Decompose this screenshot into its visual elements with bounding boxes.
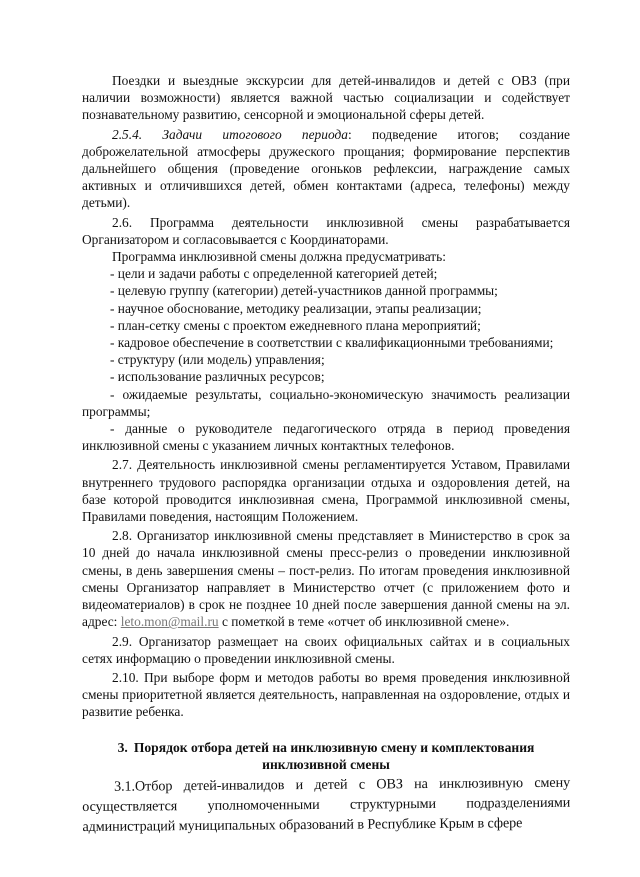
report-email-link[interactable]: leto.mon@mail.ru (120, 614, 219, 630)
paragraph-2-8-tail: с пометкой в теме «отчет об инклюзивной смене». (218, 614, 510, 630)
paragraph-2-5-4-italic-title: Задачи итогового периода (162, 126, 348, 142)
paragraph-2-10: 2.10. При выборе форм и методов работы во время проведения инклюзивной смены приоритетной является деятельность, направленная на оздоровление, отдых и развитие ребенка. (82, 669, 570, 720)
list-item: - структуру (или модель) управления; (110, 352, 325, 368)
program-intro: Программа инклюзивной смены должна предусматривать: (112, 249, 446, 265)
paragraph-2-9: 2.9. Организатор размещает на своих официальных сайтах и в социальных сетях информацию о проведении инклюзивной смены. (82, 633, 570, 666)
paragraph-2-7: 2.7. Деятельность инклюзивной смены регламентируется Уставом, Правилами внутреннего трудового распорядка организации отдыха и оздоровления детей, на базе которой проводится инклюзивная смена, Программой инклюзивной смены, Правилами поведения, настоящим Положением. (82, 457, 570, 525)
section-3-title: Порядок отбора детей на инклюзивную смену и комплектования инклюзивной смены (133, 739, 535, 772)
list-item: - научное обоснование, методику реализации, этапы реализации; (110, 300, 482, 316)
section-3-heading (82, 739, 570, 773)
list-item: - план-сетку смены с проектом ежедневного плана мероприятий; (110, 317, 481, 333)
list-item: - использование различных ресурсов; (110, 369, 325, 385)
paragraph-2-5-4 (82, 126, 570, 212)
list-item: - кадровое обеспечение в соответствии с квалификационными требованиями; (110, 335, 554, 351)
section-3-number: 3. (117, 739, 128, 755)
list-item: - целевую группу (категории) детей-участников данной программы; (110, 283, 498, 299)
paragraph-trips: Поездки и выездные экскурсии для детей-инвалидов и детей с ОВЗ (при наличии возможности) является важной частью социализации и содействует познавательному развитию, сенсорной и эмоциональной сферы детей. (82, 73, 570, 123)
program-list (82, 265, 570, 454)
paragraph-2-6: 2.6. Программа деятельности инклюзивной смены разрабатывается Организатором и согласовывается с Координаторами. (82, 214, 570, 247)
list-item: - цели и задачи работы с определенной категорией детей; (110, 266, 438, 282)
paragraph-2-8-text: 2.8. Организатор инклюзивной смены представляет в Министерство в срок за 10 дней до начала инклюзивной смены пресс-релиз о проведении инклюзивной смены, в день завершения смены – пост-релиз. По итогам проведения инклюзивной смены Организатор направляет в Министерство отчет (с приложением фото и видеоматериалов) в срок не позднее 10 дней после завершения данной смены на эл. адрес: (82, 528, 570, 630)
list-item: - данные о руководителе педагогического отряда в период проведения инклюзивной смены с указанием личных контактных телефонов. (82, 421, 570, 454)
paragraph-2-8 (82, 527, 570, 630)
paragraph-2-5-4-number: 2.5.4. (112, 126, 143, 142)
paragraph-2-5-4-text: : подведение итогов; создание доброжелательной атмосферы дружеского прощания; формирование перспектив дальнейшего общения (проведение огоньков рефлексии, награждение самых активных и отличившихся детей, обмен контактами (адреса, телефоны) между детьми). (82, 126, 570, 211)
list-item: - ожидаемые результаты, социально-экономическую значимость реализации программы; (82, 386, 570, 419)
paragraph-3-1: 3.1.Отбор детей-инвалидов и детей с ОВЗ на инклюзивную смену осуществляется уполномоченными структурными подразделениями администраций муниципальных образований в Республике Крым в сфере (82, 774, 571, 835)
